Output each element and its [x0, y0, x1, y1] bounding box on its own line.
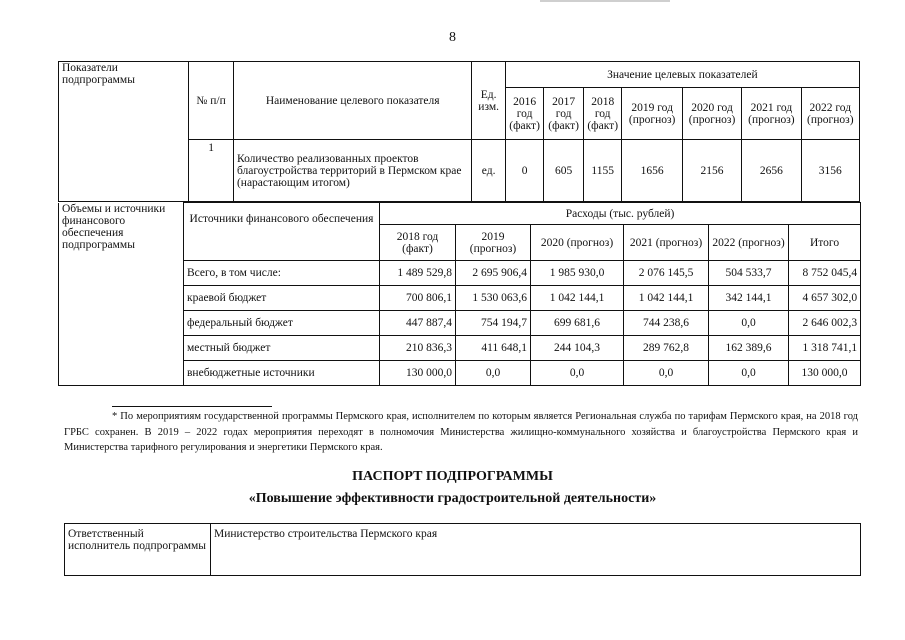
source-label: федеральный бюджет	[184, 311, 380, 336]
amount: 744 238,6	[624, 311, 709, 336]
year-header: 2018 год (факт)	[583, 88, 622, 140]
indicator-num: 1	[189, 140, 234, 202]
amount: 1 042 144,1	[624, 286, 709, 311]
indicator-value: 1155	[583, 140, 622, 202]
amount: 2 646 002,3	[789, 311, 861, 336]
amount: 0,0	[456, 361, 531, 386]
year-header: 2021 год (прогноз)	[742, 88, 801, 140]
amount: 1 318 741,1	[789, 336, 861, 361]
year-header: 2016 год (факт)	[505, 88, 544, 140]
scan-artifact	[540, 0, 670, 2]
amount: 411 648,1	[456, 336, 531, 361]
finance-total-header: Итого	[789, 225, 861, 261]
amount: 289 762,8	[624, 336, 709, 361]
amount: 0,0	[531, 361, 624, 386]
source-label: краевой бюджет	[184, 286, 380, 311]
year-header: 2019 год (прогноз)	[622, 88, 682, 140]
footnote-divider	[112, 406, 272, 407]
amount: 1 489 529,8	[380, 261, 456, 286]
source-label: местный бюджет	[184, 336, 380, 361]
page-number: 8	[449, 30, 456, 45]
indicator-name: Количество реализованных проектов благоустройства территорий в Пермском крае (нарастающим итогом)	[233, 140, 472, 202]
amount: 504 533,7	[709, 261, 789, 286]
indicators-row-header: Показатели подпрограммы	[59, 62, 189, 202]
indicator-value: 2156	[682, 140, 741, 202]
amount: 699 681,6	[531, 311, 624, 336]
indicator-value: 3156	[801, 140, 859, 202]
amount: 1 530 063,6	[456, 286, 531, 311]
finance-row-header: Объемы и источники финансового обеспечения подпрограммы	[59, 203, 184, 386]
indicator-value: 605	[544, 140, 584, 202]
finance-year-header: 2018 год (факт)	[380, 225, 456, 261]
source-label: внебюджетные источники	[184, 361, 380, 386]
amount: 4 657 302,0	[789, 286, 861, 311]
year-header: 2017 год (факт)	[544, 88, 584, 140]
finance-year-header: 2019 (прогноз)	[456, 225, 531, 261]
footnote: * По мероприятиям государственной программы Пермского края, исполнителем по которым является Региональная служба по тарифам Пермского края, на 2018 год ГРБС сохранен. В 2019 – 2022 годах мероприятия переходят в полномочия Министерства жилищно-коммунального хозяйства и благоустройства Пермского края и Министерства тарифного регулирования и энергетики Пермского края.	[64, 411, 858, 453]
indicator-value: 0	[505, 140, 544, 202]
amount: 0,0	[624, 361, 709, 386]
expenses-header: Расходы (тыс. рублей)	[380, 203, 861, 225]
amount: 162 389,6	[709, 336, 789, 361]
indicator-name-header: Наименование целевого показателя	[233, 62, 472, 140]
amount: 754 194,7	[456, 311, 531, 336]
amount: 2 076 145,5	[624, 261, 709, 286]
indicator-value: 1656	[622, 140, 682, 202]
passport-title: ПАСПОРТ ПОДПРОГРАММЫ	[352, 469, 553, 484]
finance-year-header: 2022 (прогноз)	[709, 225, 789, 261]
amount: 130 000,0	[789, 361, 861, 386]
responsible-label: Ответственный исполнитель подпрограммы	[65, 524, 211, 576]
amount: 1 042 144,1	[531, 286, 624, 311]
amount: 8 752 045,4	[789, 261, 861, 286]
table-row	[65, 524, 861, 576]
year-header: 2020 год (прогноз)	[682, 88, 741, 140]
unit-header: Ед. изм.	[472, 62, 505, 140]
passport-subtitle: «Повышение эффективности градостроительной деятельности»	[248, 491, 657, 506]
responsible-value: Министерство строительства Пермского края	[211, 524, 861, 576]
values-header: Значение целевых показателей	[505, 62, 859, 88]
finance-year-header: 2020 (прогноз)	[531, 225, 624, 261]
amount: 210 836,3	[380, 336, 456, 361]
indicator-unit: ед.	[472, 140, 505, 202]
year-header: 2022 год (прогноз)	[801, 88, 859, 140]
amount: 2 695 906,4	[456, 261, 531, 286]
indicator-value: 2656	[742, 140, 801, 202]
amount: 0,0	[709, 311, 789, 336]
finance-table	[58, 202, 861, 386]
amount: 130 000,0	[380, 361, 456, 386]
amount: 447 887,4	[380, 311, 456, 336]
source-label: Всего, в том числе:	[184, 261, 380, 286]
finance-year-header: 2021 (прогноз)	[624, 225, 709, 261]
passport-table	[64, 523, 861, 576]
num-header: № п/п	[189, 62, 234, 140]
amount: 1 985 930,0	[531, 261, 624, 286]
amount: 244 104,3	[531, 336, 624, 361]
sources-header: Источники финансового обеспечения	[184, 203, 380, 261]
indicator-table	[58, 61, 860, 202]
amount: 342 144,1	[709, 286, 789, 311]
amount: 0,0	[709, 361, 789, 386]
amount: 700 806,1	[380, 286, 456, 311]
